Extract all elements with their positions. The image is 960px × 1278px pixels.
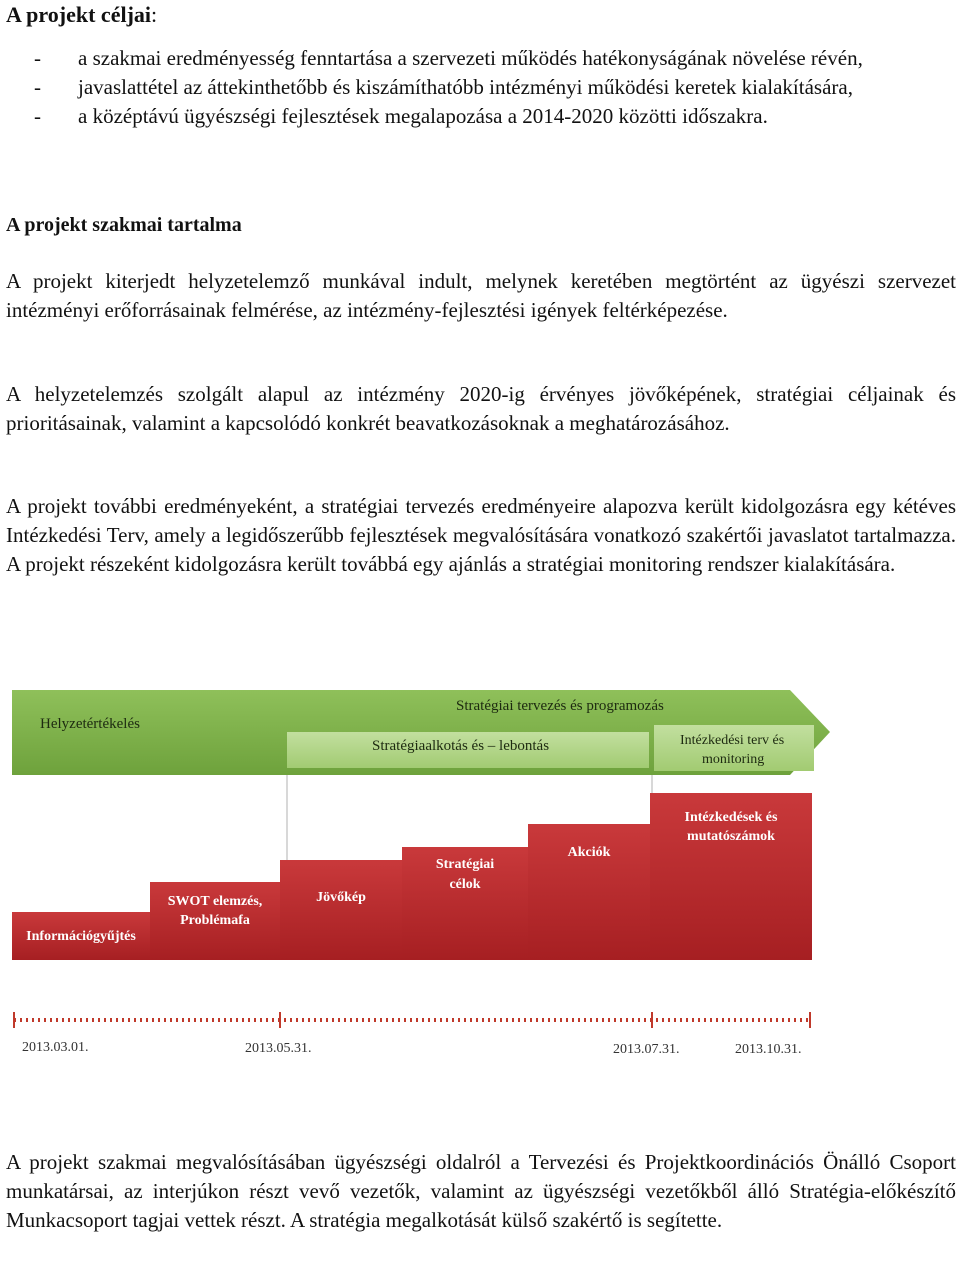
goal-marker: - (34, 104, 41, 128)
goal-marker: - (34, 46, 41, 70)
banner-top-label: Stratégiai tervezés és programozás (456, 698, 664, 714)
step-label: Jövőkép (316, 890, 366, 905)
step-label: mutatószámok (687, 829, 775, 844)
page-title-text: A projekt céljai (6, 2, 152, 27)
step-label: SWOT elemzés, (167, 894, 263, 909)
goal-text: a szakmai eredményesség fenntartása a szervezeti működés hatékonyságának növelése révén, (78, 46, 863, 70)
step-label: Akciók (567, 845, 611, 860)
goal-item (6, 73, 956, 102)
goal-text: a középtávú ügyészségi fejlesztések megalapozása a 2014-2020 közötti időszakra. (78, 104, 768, 128)
paragraph: A projekt kiterjedt helyzetelemző munkával indult, melynek keretében megtörtént az ügyészi szervezet intézményi erőforrásainak felmérése, az intézmény-fejlesztési igények feltérképezése. (6, 269, 956, 322)
section-heading: A projekt szakmai tartalma (6, 214, 242, 236)
step-label: célok (449, 877, 481, 892)
page-title (6, 2, 157, 28)
goal-item (6, 102, 956, 131)
banner-right-label-2: monitoring (702, 752, 765, 767)
banner-left-label: Helyzetértékelés (40, 716, 140, 732)
goal-text: javaslattétel az áttekinthetőbb és kiszámíthatóbb intézményi működési keretek kialakítására, (78, 75, 853, 99)
timeline-date: 2013.03.01. (22, 1040, 89, 1055)
timeline-date: 2013.05.31. (245, 1041, 312, 1056)
paragraph: A projekt további eredményeként, a stratégiai tervezés eredményeire alapozva került kidolgozásra egy kétéves Intézkedési Terv, amely a legidőszerűbb fejlesztések megvalósítására vonatkozó szakértői javaslatot tartalmazza. A projekt részeként kidolgozásra került továbbá egy ajánlás a stratégiai monitoring rendszer kialakítására. (6, 494, 956, 576)
step-label: Intézkedések és (684, 810, 778, 825)
paragraph: A helyzetelemzés szolgált alapul az intézmény 2020-ig érvényes jövőképének, stratégiai céljainak és prioritásainak, valamint a kapcsolódó konkrét beavatkozásoknak a meghatározásához. (6, 382, 956, 435)
step-label: Stratégiai (435, 857, 495, 872)
step-box (280, 860, 402, 960)
banner-right-label-1: Intézkedési terv és (680, 733, 785, 748)
timeline-date: 2013.07.31. (613, 1042, 680, 1057)
process-diagram (0, 660, 960, 1080)
goal-marker: - (34, 75, 41, 99)
goals-list (6, 44, 956, 131)
step-label: Problémafa (180, 913, 250, 928)
timeline-date: 2013.10.31. (735, 1042, 802, 1057)
banner-mid-label: Stratégiaalkotás és – lebontás (372, 738, 550, 754)
paragraph: A projekt szakmai megvalósításában ügyészségi oldalról a Tervezési és Projektkoordinációs Önálló Csoport munkatársai, az interjúkon részt vevő vezetők, valamint az ügyészségi vezetőkből álló Stratégia-előkészítő Munkacsoport tagjai vettek részt. A stratégia megalkotását külső szakértő is segítette. (6, 1150, 956, 1232)
page-title-colon: : (151, 2, 158, 27)
goal-item (6, 44, 956, 73)
process-diagram-svg (0, 660, 960, 1080)
step-label: Információgyűjtés (26, 929, 136, 944)
